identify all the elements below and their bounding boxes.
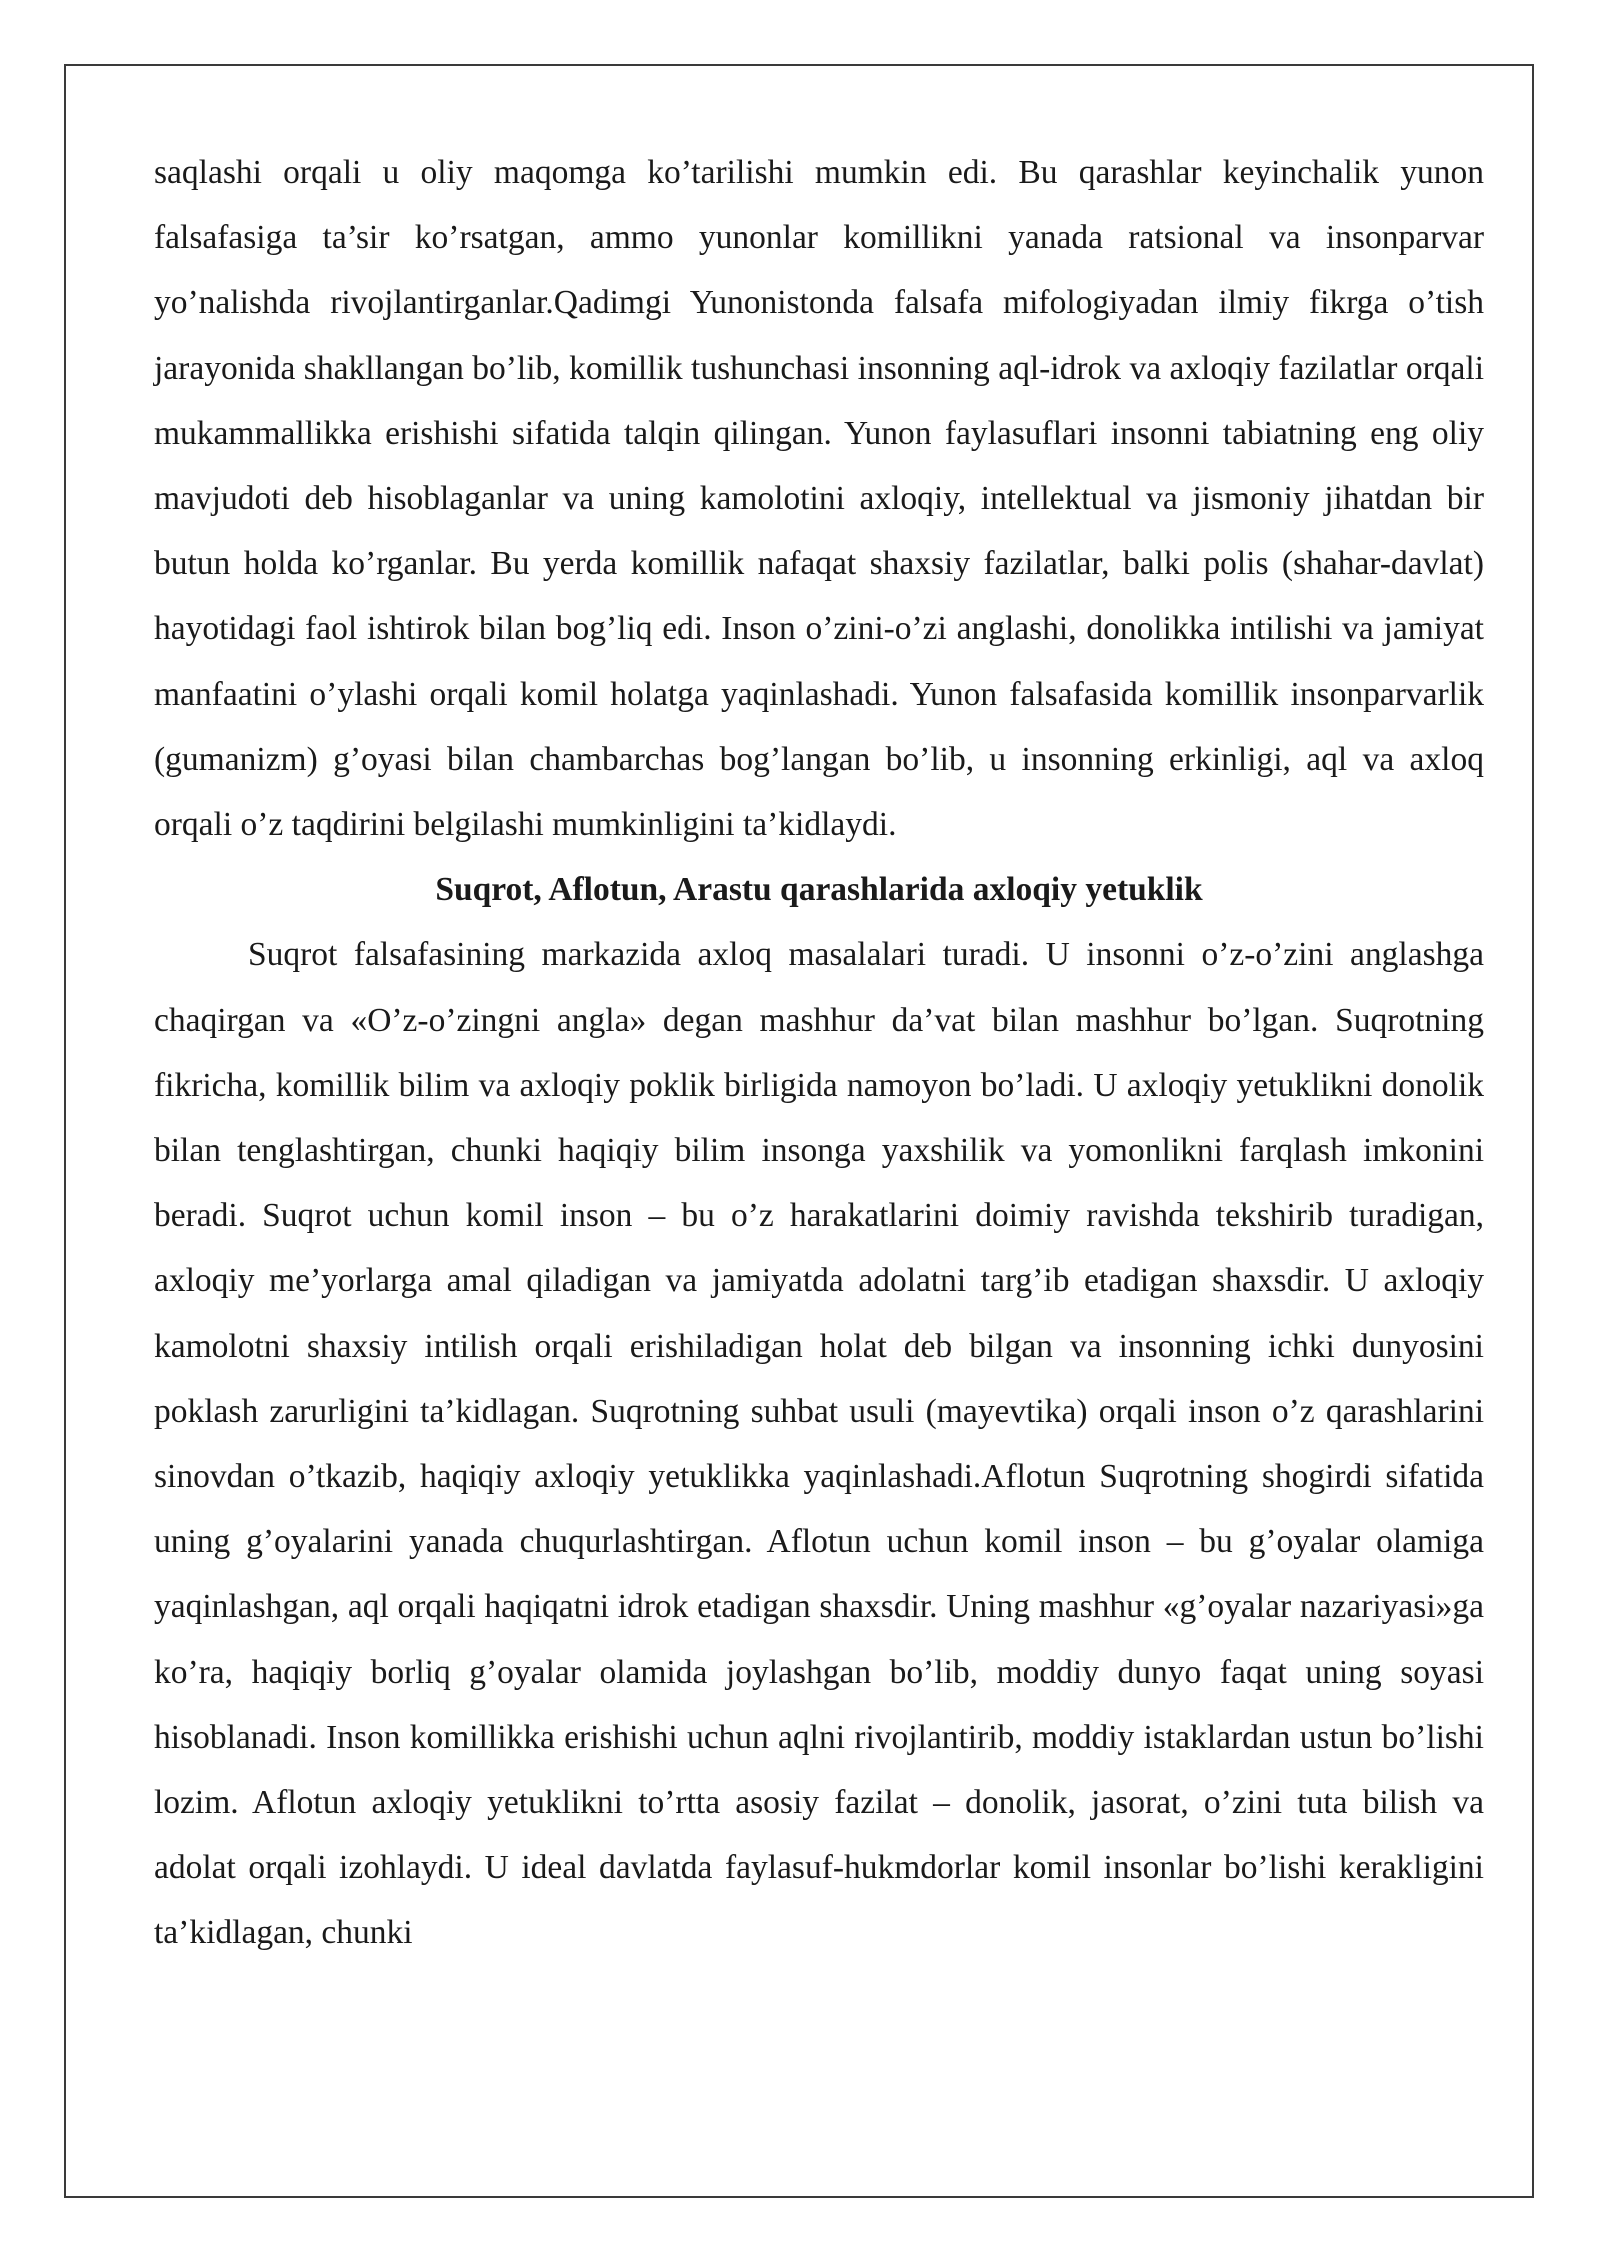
paragraph-1: saqlashi orqali u oliy maqomga ko’tarilishi mumkin edi. Bu qarashlar keyinchalik yunon falsafasiga ta’sir ko’rsatgan, ammo yunonlar komillikni yanada ratsional va insonparvar yo’nalishda rivojlantirganlar.Qadimgi Yunonistonda falsafa mifologiyadan ilmiy fikrga o’tish jarayonida shakllangan bo’lib, komillik tushunchasi insonning aql-idrok va axloqiy fazilatlar orqali mukammallikka erishishi sifatida talqin qilingan. Yunon faylasuflari insonni tabiatning eng oliy mavjudoti deb hisoblaganlar va uning kamolotini axloqiy, intellektual va jismoniy jihatdan bir butun holda ko’rganlar. Bu yerda komillik nafaqat shaxsiy fazilatlar, balki polis (shahar-davlat) hayotidagi faol ishtirok bilan bog’liq edi. Inson o’zini-o’zi anglashi, donolikka intilishi va jamiyat manfaatini o’ylashi orqali komil holatga yaqinlashadi. Yunon falsafasida komillik insonparvarlik (gumanizm) g’oyasi bilan chambarchas bog’langan bo’lib, u insonning erkinligi, aql va axloq orqali o’z taqdirini belgilashi mumkinligini ta’kidlaydi. <box>154 154 1484 844</box>
document-body <box>154 140 1484 1966</box>
paragraph-2: Suqrot falsafasining markazida axloq masalalari turadi. U insonni o’z-o’zini anglashga chaqirgan va «O’z-o’zingni angla» degan mashhur da’vat bilan mashhur bo’lgan. Suqrotning fikricha, komillik bilim va axloqiy poklik birligida namoyon bo’ladi. U axloqiy yetuklikni donolik bilan tenglashtirgan, chunki haqiqiy bilim insonga yaxshilik va yomonlikni farqlash imkonini beradi. Suqrot uchun komil inson – bu o’z harakatlarini doimiy ravishda tekshirib turadigan, axloqiy me’yorlarga amal qiladigan va jamiyatda adolatni targ’ib etadigan shaxsdir. U axloqiy kamolotni shaxsiy intilish orqali erishiladigan holat deb bilgan va insonning ichki dunyosini poklash zarurligini ta’kidlagan. Suqrotning suhbat usuli (mayevtika) orqali inson o’z qarashlarini sinovdan o’tkazib, haqiqiy axloqiy yetuklikka yaqinlashadi.Aflotun Suqrotning shogirdi sifatida uning g’oyalarini yanada chuqurlashtirgan. Aflotun uchun komil inson – bu g’oyalar olamiga yaqinlashgan, aql orqali haqiqatni idrok etadigan shaxsdir. Uning mashhur «g’oyalar nazariyasi»ga ko’ra, haqiqiy borliq g’oyalar olamida joylashgan bo’lib, moddiy dunyo faqat uning soyasi hisoblanadi. Inson komillikka erishishi uchun aqlni rivojlantirib, moddiy istaklardan ustun bo’lishi lozim. Aflotun axloqiy yetuklikni to’rtta asosiy fazilat – donolik, jasorat, o’zini tuta bilish va adolat orqali izohlaydi. U ideal davlatda faylasuf-hukmdorlar komil insonlar bo’lishi kerakligini ta’kidlagan, chunki <box>154 936 1484 1952</box>
section-heading: Suqrot, Aflotun, Arastu qarashlarida axloqiy yetuklik <box>435 871 1203 909</box>
